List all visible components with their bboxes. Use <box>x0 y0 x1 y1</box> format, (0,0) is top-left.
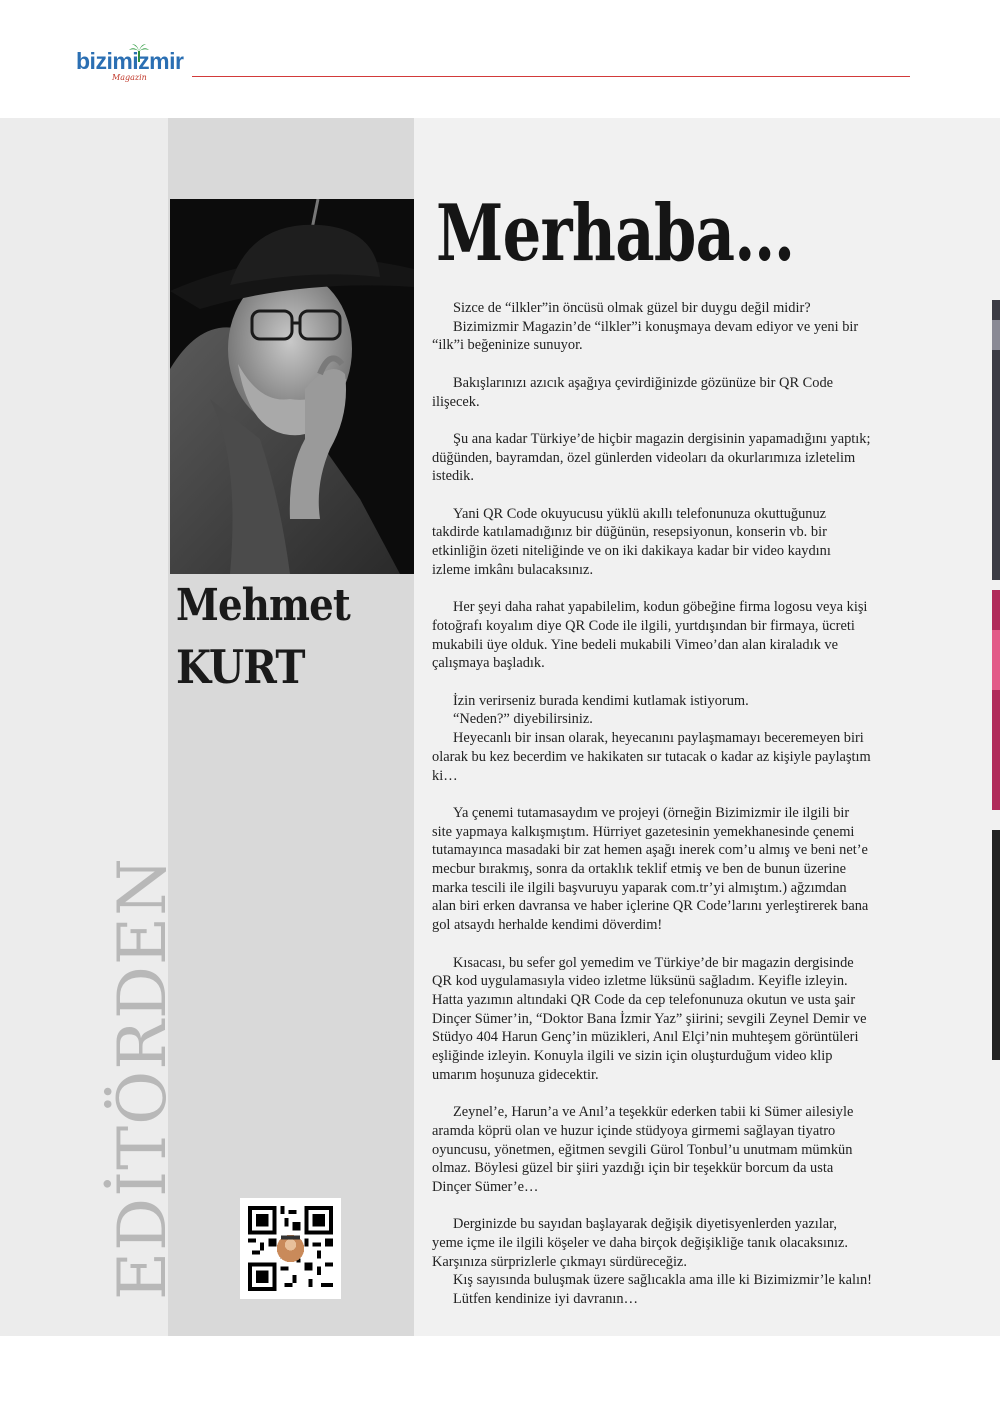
article-line: ilişecek. <box>432 393 480 410</box>
author-photo <box>170 199 414 574</box>
article-title: Merhaba… <box>436 188 795 279</box>
logo-subtitle: Magazin <box>112 73 147 82</box>
article-paragraph <box>432 374 912 411</box>
article-line: tutamayınca masadaki bir zat hemen aşağı inerek com’u almış ve beni net’e <box>432 842 868 859</box>
article-paragraph <box>432 954 912 1085</box>
article-line: Bakışlarınızı azıcık aşağıya çevirdiğinizde gözünüze bir QR Code <box>453 374 834 391</box>
next-page-edge <box>992 300 1000 1060</box>
article-line: Dinçer Sümer’in, “Doktor Bana İzmir Yaz” şiirini; sevgili Zeynel Demir ve <box>432 1010 867 1027</box>
article-line: mukabili üye olduk. Yine bedeli mukabili Vimeo’dan alan kiraladık ve <box>432 636 838 653</box>
article-paragraph <box>432 1215 912 1309</box>
header-divider <box>192 76 910 77</box>
article-paragraph <box>432 598 912 673</box>
article-line: mecbur bırakmış, sonra da ortaklık teklif etmiş ve ben de bunun üzerine <box>432 861 847 877</box>
author-portrait-icon <box>170 199 414 574</box>
article-paragraph <box>432 1103 912 1197</box>
article-line: Her şeyi daha rahat yapabilelim, kodun göbeğine firma logosu veya kişi <box>453 599 868 616</box>
article-line: olarak bu kez becerdim ve hakikaten sır tutacak o kadar az kişiyle paylaştım <box>432 748 871 765</box>
article-line: Ya çenemi tutamasaydım ve projeyi (örneğin Bizimizmir ile ilgili bir <box>453 804 850 821</box>
article-line: eşliğinde izleyin. Konuyla ilgili ve sizin için oluşturduğum video klip <box>432 1048 833 1065</box>
qr-code[interactable] <box>240 1198 341 1299</box>
article-line: çalışmaya başladık. <box>432 655 545 672</box>
section-label: EDİTÖRDEN <box>104 857 181 1300</box>
qr-code-icon <box>240 1198 341 1299</box>
article-line: marka tescili ile ilgili başvuruyu yaparak com.tr’yi almıştım.) ağzımdan <box>432 879 847 896</box>
article-line: alan biri erken davransa ve haber içlerine QR Code’larını yerleştirerek bana <box>432 898 869 915</box>
article-line: Zeynel’e, Harun’a ve Anıl’a teşekkür ederken tabii ki Sümer ailesiyle <box>453 1104 854 1121</box>
article-paragraph <box>432 299 912 355</box>
article-line: İzin verirseniz burada kendimi kutlamak istiyorum. <box>453 692 749 709</box>
article-line: Derginizde bu sayıdan başlayarak değişik diyetisyenlerden yazılar, <box>453 1216 837 1233</box>
article-line: olmaz. Böylesi güzel bir şiiri yazdığı için bir teşekkür borcum da usta <box>432 1160 834 1177</box>
article-line: Kısacası, bu sefer gol yemedim ve Türkiye’de bir magazin dergisinde <box>453 954 854 971</box>
article-line: “Neden?” diyebilirsiniz. <box>453 711 593 728</box>
author-first-name: Mehmet <box>176 580 350 631</box>
article-line: umarım hoşunuza gidecektir. <box>432 1066 599 1083</box>
article-paragraph <box>432 430 912 486</box>
article-line: etkinliğin özeti niteliğinde ve on iki dakikaya kadar bir video kaydını <box>432 543 831 560</box>
article-line: Stüdyo 404 Harun Genç’in müzikleri, Anıl Elçi’nin muhteşem görüntüleri <box>432 1029 859 1046</box>
article-line: “ilk”i beğeninize sunuyor. <box>432 337 583 354</box>
article-paragraph <box>432 692 912 786</box>
article-line: Hatta yazımın altındaki QR Code da cep telefonunuza okutun ve usta şair <box>432 991 856 1008</box>
article-line: Kış sayısında buluşmak üzere sağlıcakla ama ille ki Bizimizmir’le kalın! <box>453 1272 872 1289</box>
article-line: Yani QR Code okuyucusu yüklü akıllı telefonunuza okuttuğunuz <box>453 505 827 522</box>
article-line: ki… <box>432 767 458 784</box>
article-line: Dinçer Sümer’e… <box>432 1178 539 1195</box>
article-line: fotoğrafı koyalım diye QR Code ile ilgili, yurtdışından bir firmaya, ücreti <box>432 617 855 634</box>
article-paragraph <box>432 804 912 935</box>
article-line: oyuncusu, yönetmen, eğitmen sevgili Gürol Tonbul’u unutmam mümkün <box>432 1141 853 1158</box>
article-line: Bizimizmir Magazin’de “ilkler”i konuşmaya devam ediyor ve yeni bir <box>453 318 859 335</box>
article-line: takdirde katılamadığınız bir düğünün, resepsiyonun, konserin vb. bir <box>432 524 827 541</box>
article-line: Heyecanlı bir insan olarak, heyecanını paylaşmamayı beceremeyen biri <box>453 730 864 747</box>
article-line: gol atsaydı herhalde kendimi döverdim! <box>432 917 663 934</box>
article-line: Karşınıza sürprizlerle çıkmayı sürdüreceğiz. <box>432 1253 687 1270</box>
article-line: yeme içme ile ilgili köşeler ve daha birçok değişikliğe tanık olacaksınız. <box>432 1235 848 1252</box>
article-line: istedik. <box>432 468 474 485</box>
article-body <box>432 299 912 1328</box>
article-line: aramda köprü olan ve huzur içinde stüdyoya girmemi sağlayan tiyatro <box>432 1122 836 1139</box>
article-line: QR kod uygulamasıyla video izletme lüksünü sağladım. Keyifle izleyin. <box>432 973 848 990</box>
brand-logo[interactable] <box>76 48 196 88</box>
article-line: site yapmaya kalkışmıştım. Hürriyet gazetesinin yemekhanesinde çenemi <box>432 823 855 840</box>
author-last-name: KURT <box>176 640 305 694</box>
article-line: Şu ana kadar Türkiye’de hiçbir magazin dergisinin yapamadığını yaptık; <box>453 430 871 447</box>
article-paragraph <box>432 505 912 580</box>
article-line: Sizce de “ilkler”in öncüsü olmak güzel bir duygu değil midir? <box>453 300 811 316</box>
logo-wordmark: bizimizmir <box>76 48 184 74</box>
article-line: izleme imkânı bulacaksınız. <box>432 561 594 578</box>
article-line: Lütfen kendinize iyi davranın… <box>453 1291 639 1308</box>
article-line: düğünden, bayramdan, özel günlerden videoları da okurlarımıza izletelim <box>432 449 856 466</box>
